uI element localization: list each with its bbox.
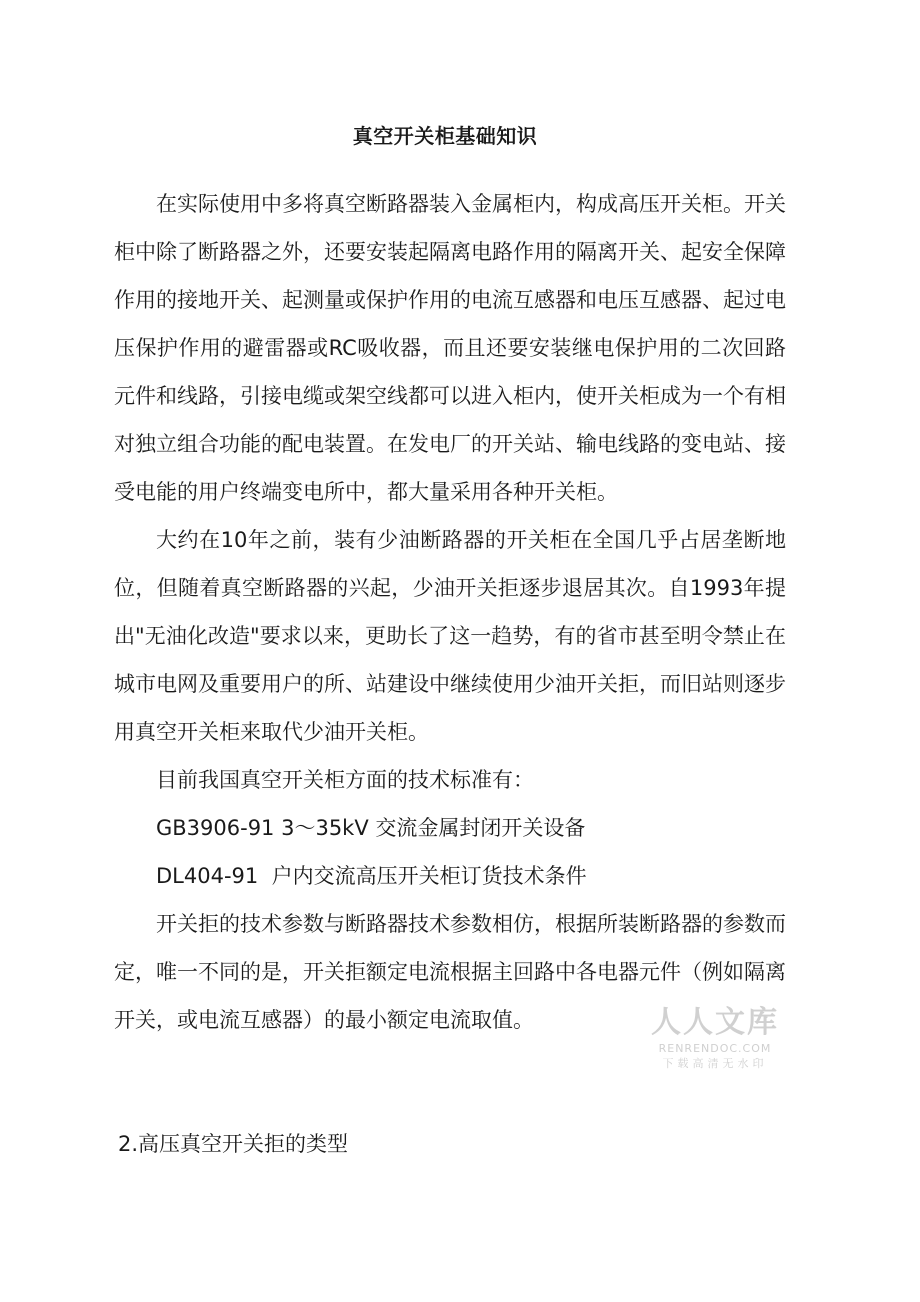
watermark-name: 人人文库 xyxy=(651,1005,779,1040)
watermark-slogan: 下载高清无水印 xyxy=(662,1057,768,1070)
watermark-logo xyxy=(650,1004,780,1080)
paragraph-3: 开关拒的技术参数与断路器技术参数相仿，根据所装断路器的参数而定，唯一不同的是，开关拒额定电流根据主回路中各电器元件（例如隔离开关，或电流互感器）的最小额定电流取值。 xyxy=(114,912,786,1032)
standards-intro: 目前我国真空开关柜方面的技术标准有： xyxy=(156,768,534,792)
standard-item-1: GB3906-91 3～35kV 交流金属封闭开关设备 xyxy=(156,816,586,840)
watermark-domain: RENRENDOC.COM xyxy=(658,1042,772,1055)
paragraph-1: 在实际使用中多将真空断路器装入金属柜内，构成高压开关柜。开关柜中除了断路器之外，还要安装起隔离电路作用的隔离开关、起安全保障作用的接地开关、起测量或保护作用的电流互感器和电压互感器、起过电压保护作用的避雷器或RC吸收器，而且还要安装继电保护用的二次回路元件和线路，引接电缆或架空线都可以进入柜内，使开关柜成为一个有相对独立组合功能的配电装置。在发电厂的开关站、输电线路的变电站、接受电能的用户终端变电所中，都大量采用各种开关柜。 xyxy=(114,192,786,504)
standard-item-2: DL404-91 户内交流高压开关柜订货技术条件 xyxy=(156,864,587,888)
section-heading: 2.高压真空开关拒的类型 xyxy=(118,1132,349,1156)
paragraph-2: 大约在10年之前，装有少油断路器的开关柜在全国几乎占居垄断地位，但随着真空断路器的兴起，少油开关拒逐步退居其次。自1993年提出"无油化改造"要求以来，更助长了这一趋势，有的省市甚至明令禁止在城市电网及重要用户的所、站建设中继续使用少油开关拒，而旧站则逐步用真空开关柜来取代少油开关柜。 xyxy=(114,528,786,744)
document-title: 真空开关柜基础知识 xyxy=(352,124,538,148)
document-body xyxy=(114,180,786,1044)
